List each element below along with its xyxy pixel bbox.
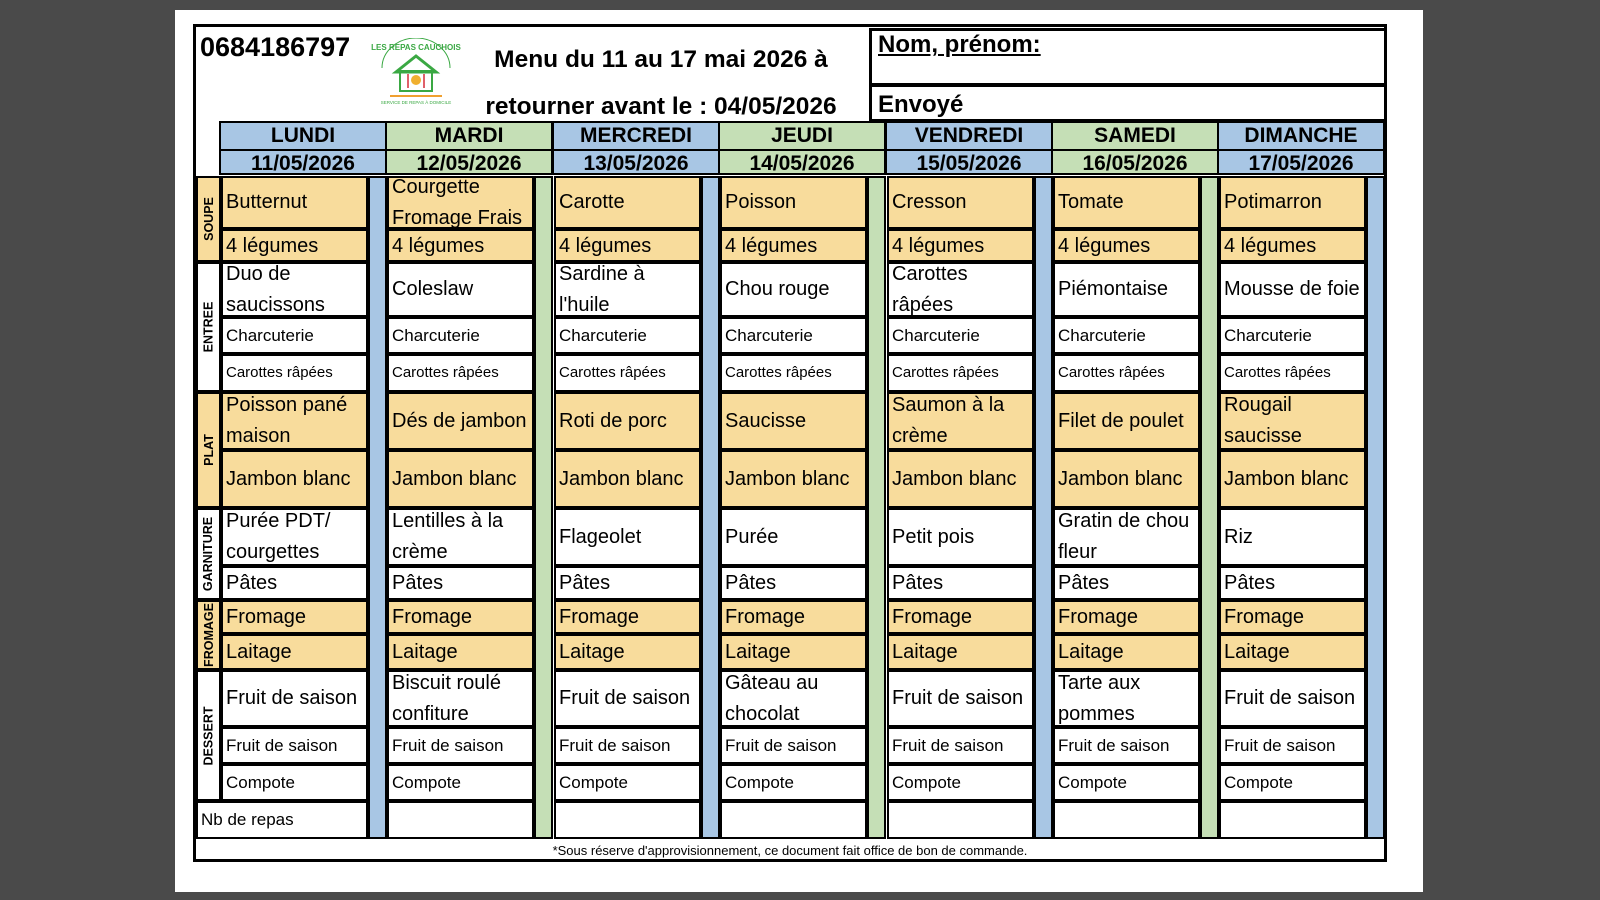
menu-item-text: Piémontaise — [1058, 278, 1169, 300]
menu-cell — [554, 317, 701, 354]
day-color-strip — [1200, 176, 1219, 839]
menu-cell — [1219, 354, 1366, 392]
menu-item-text: Chou rouge — [725, 278, 830, 300]
menu-cell — [887, 727, 1034, 764]
menu-cell — [887, 764, 1034, 801]
menu-item-text: Fromage — [1058, 606, 1139, 628]
menu-cell — [720, 262, 867, 317]
day-header-mercredi — [552, 121, 720, 175]
title-line-1: Menu du 11 au 17 mai 2026 à — [494, 46, 828, 73]
menu-item-text: Fruit de saison — [559, 735, 671, 755]
menu-item-text: Compote — [559, 772, 628, 792]
category-soupe — [196, 176, 221, 262]
menu-cell — [221, 176, 368, 229]
menu-item-text: Laitage — [1058, 641, 1124, 663]
menu-cell — [554, 262, 701, 317]
menu-item-text: Carottes râpées — [892, 364, 999, 381]
menu-cell — [1053, 392, 1200, 450]
menu-item-text: 4 légumes — [559, 234, 652, 257]
menu-cell — [720, 600, 867, 634]
menu-item-text: Mousse de foie — [1224, 278, 1360, 300]
menu-cell — [1053, 764, 1200, 801]
menu-item-text: Fromage — [392, 606, 473, 628]
menu-cell — [554, 670, 701, 727]
meal-count-label-text: Nb de repas — [201, 810, 294, 829]
menu-item-text: Fromage — [892, 606, 973, 628]
menu-cell — [720, 450, 867, 508]
meal-count-input[interactable] — [387, 801, 534, 839]
sent-field[interactable] — [869, 84, 1387, 122]
menu-item-text: Fruit de saison — [1224, 687, 1356, 709]
menu-item-text: Charcuterie — [559, 325, 647, 345]
menu-cell — [554, 600, 701, 634]
menu-cell — [887, 262, 1034, 317]
menu-item-text: Laitage — [725, 641, 791, 663]
menu-cell — [1219, 450, 1366, 508]
menu-cell — [554, 354, 701, 392]
day-color-strip — [1034, 176, 1053, 839]
menu-item-text: Jambon blanc — [1058, 467, 1183, 490]
menu-cell — [554, 764, 701, 801]
menu-cell — [720, 566, 867, 600]
menu-item-text: Compote — [226, 772, 295, 792]
meal-count-input[interactable] — [720, 801, 867, 839]
menu-cell — [221, 670, 368, 727]
menu-item-text: Petit pois — [892, 525, 975, 548]
meal-count-input[interactable] — [554, 801, 701, 839]
category-label: ENTREE — [201, 301, 216, 353]
menu-item-text: Fruit de saison — [892, 687, 1024, 709]
menu-cell — [221, 450, 368, 508]
menu-cell — [720, 392, 867, 450]
menu-cell — [887, 566, 1034, 600]
menu-cell — [387, 566, 534, 600]
category-label: PLAT — [201, 434, 216, 466]
menu-cell — [387, 450, 534, 508]
menu-title — [460, 36, 862, 130]
menu-item-text: Compote — [892, 772, 961, 792]
menu-item-text: Tarte aux pommes — [1058, 671, 1141, 725]
category-plat — [196, 392, 221, 508]
day-header-jeudi — [718, 121, 886, 175]
meal-count-input[interactable] — [1053, 801, 1200, 839]
day-name: MARDI — [387, 123, 551, 151]
menu-cell — [221, 634, 368, 670]
menu-item-text: 4 légumes — [892, 234, 985, 257]
menu-cell — [887, 634, 1034, 670]
menu-item-text: Jambon blanc — [226, 467, 351, 490]
menu-item-text: Compote — [392, 772, 461, 792]
menu-item-text: Jambon blanc — [725, 467, 850, 490]
menu-cell — [554, 634, 701, 670]
menu-item-text: Pâtes — [226, 572, 278, 594]
menu-item-text: Carottes râpées — [725, 364, 832, 381]
menu-cell — [387, 262, 534, 317]
menu-item-text: Charcuterie — [392, 325, 480, 345]
menu-cell — [221, 566, 368, 600]
menu-item-text: Dés de jambon — [392, 409, 527, 432]
menu-item-text: Fruit de saison — [226, 687, 358, 709]
sent-label: Envoyé — [878, 91, 964, 118]
menu-item-text: Jambon blanc — [392, 467, 517, 490]
menu-item-text: Charcuterie — [226, 325, 314, 345]
day-date: 17/05/2026 — [1248, 152, 1354, 175]
name-field[interactable] — [869, 28, 1387, 86]
menu-item-text: Charcuterie — [1224, 325, 1312, 345]
menu-cell — [1053, 634, 1200, 670]
menu-item-text: Cresson — [892, 191, 967, 213]
logo-icon — [368, 38, 464, 108]
day-date: 11/05/2026 — [251, 152, 355, 175]
menu-cell — [720, 354, 867, 392]
menu-item-text: Purée — [725, 525, 779, 548]
day-name: JEUDI — [720, 123, 884, 151]
menu-item-text: Fromage — [725, 606, 806, 628]
menu-item-text: Charcuterie — [1058, 325, 1146, 345]
menu-item-text: Courgette Fromage Frais — [392, 176, 523, 229]
menu-item-text: Carottes râpées — [392, 364, 499, 381]
menu-item-text: Fruit de saison — [892, 735, 1004, 755]
menu-cell — [387, 229, 534, 262]
menu-item-text: Fruit de saison — [1224, 735, 1336, 755]
menu-cell — [387, 317, 534, 354]
menu-cell — [887, 176, 1034, 229]
day-color-strip — [534, 176, 553, 839]
menu-cell — [554, 566, 701, 600]
menu-cell — [1053, 229, 1200, 262]
menu-item-text: Carottes râpées — [559, 364, 666, 381]
menu-cell — [221, 392, 368, 450]
phone-number: 0684186797 — [200, 32, 351, 62]
menu-cell — [1219, 229, 1366, 262]
day-header-dimanche — [1217, 121, 1385, 175]
day-color-strip — [701, 176, 720, 839]
menu-cell — [221, 262, 368, 317]
menu-item-text: Roti de porc — [559, 409, 667, 432]
svg-text:SERVICE DE REPAS À DOMICILE: SERVICE DE REPAS À DOMICILE — [380, 100, 452, 105]
menu-item-text: Compote — [1058, 772, 1127, 792]
menu-item-text: Laitage — [892, 641, 958, 663]
menu-item-text: Jambon blanc — [892, 467, 1017, 490]
menu-item-text: Poisson — [725, 191, 797, 213]
title-line-2: retourner avant le : 04/05/2026 — [485, 93, 837, 120]
menu-cell — [1053, 670, 1200, 727]
menu-cell — [1219, 727, 1366, 764]
menu-cell — [887, 317, 1034, 354]
menu-item-text: Gratin de chou fleur — [1058, 510, 1190, 563]
menu-item-text: Coleslaw — [392, 278, 474, 300]
day-header-vendredi — [885, 121, 1053, 175]
meal-count-input[interactable] — [1219, 801, 1366, 839]
menu-item-text: Fruit de saison — [725, 735, 837, 755]
menu-cell — [554, 176, 701, 229]
menu-cell — [720, 176, 867, 229]
menu-item-text: Carottes râpées — [1224, 364, 1331, 381]
menu-cell — [1219, 508, 1366, 566]
menu-item-text: Jambon blanc — [1224, 467, 1349, 490]
menu-cell — [887, 670, 1034, 727]
menu-item-text: Fromage — [226, 606, 307, 628]
menu-item-text: Pâtes — [1058, 572, 1110, 594]
menu-item-text: Flageolet — [559, 525, 642, 548]
menu-cell — [387, 176, 534, 229]
menu-cell — [1219, 566, 1366, 600]
menu-item-text: Compote — [725, 772, 794, 792]
menu-cell — [221, 508, 368, 566]
svg-text:LES REPAS CAUCHOIS: LES REPAS CAUCHOIS — [371, 43, 461, 52]
menu-item-text: Filet de poulet — [1058, 409, 1184, 432]
menu-item-text: Laitage — [392, 641, 458, 663]
menu-cell — [387, 508, 534, 566]
menu-item-text: Tomate — [1058, 191, 1124, 213]
menu-item-text: Saumon à la crème — [892, 394, 1005, 447]
menu-cell — [221, 354, 368, 392]
category-garniture — [196, 508, 221, 600]
menu-item-text: Fruit de saison — [1058, 735, 1170, 755]
category-label: GARNITURE — [201, 516, 216, 592]
menu-cell — [887, 508, 1034, 566]
menu-cell — [1219, 764, 1366, 801]
menu-cell — [387, 764, 534, 801]
menu-cell — [720, 317, 867, 354]
menu-item-text: 4 légumes — [725, 234, 818, 257]
day-date: 16/05/2026 — [1082, 152, 1188, 175]
menu-item-text: Poisson pané maison — [226, 394, 348, 447]
menu-cell — [554, 508, 701, 566]
menu-cell — [887, 354, 1034, 392]
menu-item-text: Laitage — [1224, 641, 1290, 663]
menu-cell — [887, 600, 1034, 634]
menu-item-text: Fromage — [559, 606, 640, 628]
menu-item-text: Compote — [1224, 772, 1293, 792]
menu-cell — [387, 600, 534, 634]
menu-cell — [387, 670, 534, 727]
day-name: LUNDI — [221, 123, 385, 151]
menu-cell — [1053, 450, 1200, 508]
day-date: 12/05/2026 — [416, 152, 522, 175]
menu-cell — [554, 450, 701, 508]
menu-cell — [1053, 262, 1200, 317]
menu-cell — [1219, 600, 1366, 634]
menu-cell — [1219, 176, 1366, 229]
menu-cell — [1053, 600, 1200, 634]
menu-item-text: Carottes râpées — [892, 262, 968, 316]
menu-item-text: Fruit de saison — [226, 735, 338, 755]
category-label: FROMAGE — [201, 603, 216, 667]
meal-count-label — [196, 801, 368, 839]
menu-item-text: Fromage — [1224, 606, 1305, 628]
menu-cell — [1219, 392, 1366, 450]
menu-item-text: Butternut — [226, 191, 308, 213]
menu-item-text: Pâtes — [559, 572, 611, 594]
menu-item-text: Pâtes — [892, 572, 944, 594]
menu-item-text: Fruit de saison — [392, 735, 504, 755]
menu-item-text: Potimarron — [1224, 191, 1322, 213]
day-date: 13/05/2026 — [583, 152, 689, 175]
menu-cell — [554, 392, 701, 450]
menu-item-text: Carottes râpées — [226, 364, 333, 381]
menu-cell — [887, 450, 1034, 508]
menu-item-text: 4 légumes — [1224, 234, 1317, 257]
menu-item-text: 4 légumes — [226, 234, 319, 257]
footer-note: *Sous réserve d'approvisionnement, ce document fait office de bon de commande. — [552, 843, 1028, 858]
menu-cell — [221, 600, 368, 634]
menu-item-text: Lentilles à la crème — [392, 510, 504, 563]
category-dessert — [196, 670, 221, 801]
menu-item-text: Purée PDT/ courgettes — [226, 510, 331, 563]
menu-item-text: Laitage — [559, 641, 625, 663]
menu-item-text: Fruit de saison — [559, 687, 691, 709]
menu-cell — [221, 317, 368, 354]
day-color-strip — [368, 176, 387, 839]
day-color-strip — [867, 176, 886, 839]
menu-cell — [1053, 566, 1200, 600]
day-date: 15/05/2026 — [916, 152, 1022, 175]
menu-cell — [1219, 670, 1366, 727]
menu-item-text: Charcuterie — [725, 325, 813, 345]
menu-item-text: Gâteau au chocolat — [725, 671, 819, 725]
menu-item-text: 4 légumes — [1058, 234, 1151, 257]
menu-item-text: Duo de saucissons — [226, 262, 325, 316]
menu-cell — [387, 727, 534, 764]
day-header-samedi — [1051, 121, 1219, 175]
category-fromage — [196, 600, 221, 670]
menu-cell — [387, 392, 534, 450]
menu-cell — [554, 727, 701, 764]
menu-cell — [720, 229, 867, 262]
menu-cell — [887, 229, 1034, 262]
menu-item-text: Charcuterie — [892, 325, 980, 345]
category-label: SOUPE — [201, 197, 216, 241]
menu-item-text: Pâtes — [1224, 572, 1276, 594]
menu-cell — [554, 229, 701, 262]
day-header-mardi — [385, 121, 553, 175]
menu-item-text: Pâtes — [725, 572, 777, 594]
menu-cell — [720, 508, 867, 566]
menu-item-text: Sardine à l'huile — [559, 262, 645, 316]
menu-cell — [1053, 727, 1200, 764]
category-label: DESSERT — [201, 705, 216, 766]
menu-cell — [720, 727, 867, 764]
menu-item-text: Carottes râpées — [1058, 364, 1165, 381]
menu-item-text: Rougail saucisse — [1224, 394, 1302, 447]
day-date: 14/05/2026 — [749, 152, 855, 175]
menu-cell — [1053, 354, 1200, 392]
menu-cell — [221, 229, 368, 262]
menu-cell — [720, 634, 867, 670]
menu-cell — [887, 392, 1034, 450]
menu-cell — [1219, 262, 1366, 317]
day-name: DIMANCHE — [1219, 123, 1383, 151]
menu-item-text: 4 légumes — [392, 234, 485, 257]
menu-cell — [1053, 176, 1200, 229]
name-label: Nom, prénom: — [878, 31, 1041, 58]
menu-cell — [221, 727, 368, 764]
menu-cell — [387, 634, 534, 670]
day-name: MERCREDI — [554, 123, 718, 151]
menu-cell — [720, 764, 867, 801]
menu-cell — [1219, 317, 1366, 354]
day-name: SAMEDI — [1053, 123, 1217, 151]
menu-cell — [1053, 508, 1200, 566]
meal-count-input[interactable] — [887, 801, 1034, 839]
category-entree — [196, 262, 221, 392]
menu-item-text: Laitage — [226, 641, 292, 663]
menu-cell — [720, 670, 867, 727]
day-color-strip — [1366, 176, 1385, 839]
day-header-lundi — [219, 121, 387, 175]
menu-item-text: Pâtes — [392, 572, 444, 594]
menu-item-text: Carotte — [559, 191, 625, 213]
menu-cell — [387, 354, 534, 392]
menu-item-text: Jambon blanc — [559, 467, 684, 490]
menu-item-text: Biscuit roulé confiture — [392, 671, 501, 725]
menu-item-text: Saucisse — [725, 409, 807, 432]
menu-cell — [221, 764, 368, 801]
menu-cell — [1053, 317, 1200, 354]
menu-item-text: Riz — [1224, 525, 1253, 548]
day-name: VENDREDI — [887, 123, 1051, 151]
menu-cell — [1219, 634, 1366, 670]
